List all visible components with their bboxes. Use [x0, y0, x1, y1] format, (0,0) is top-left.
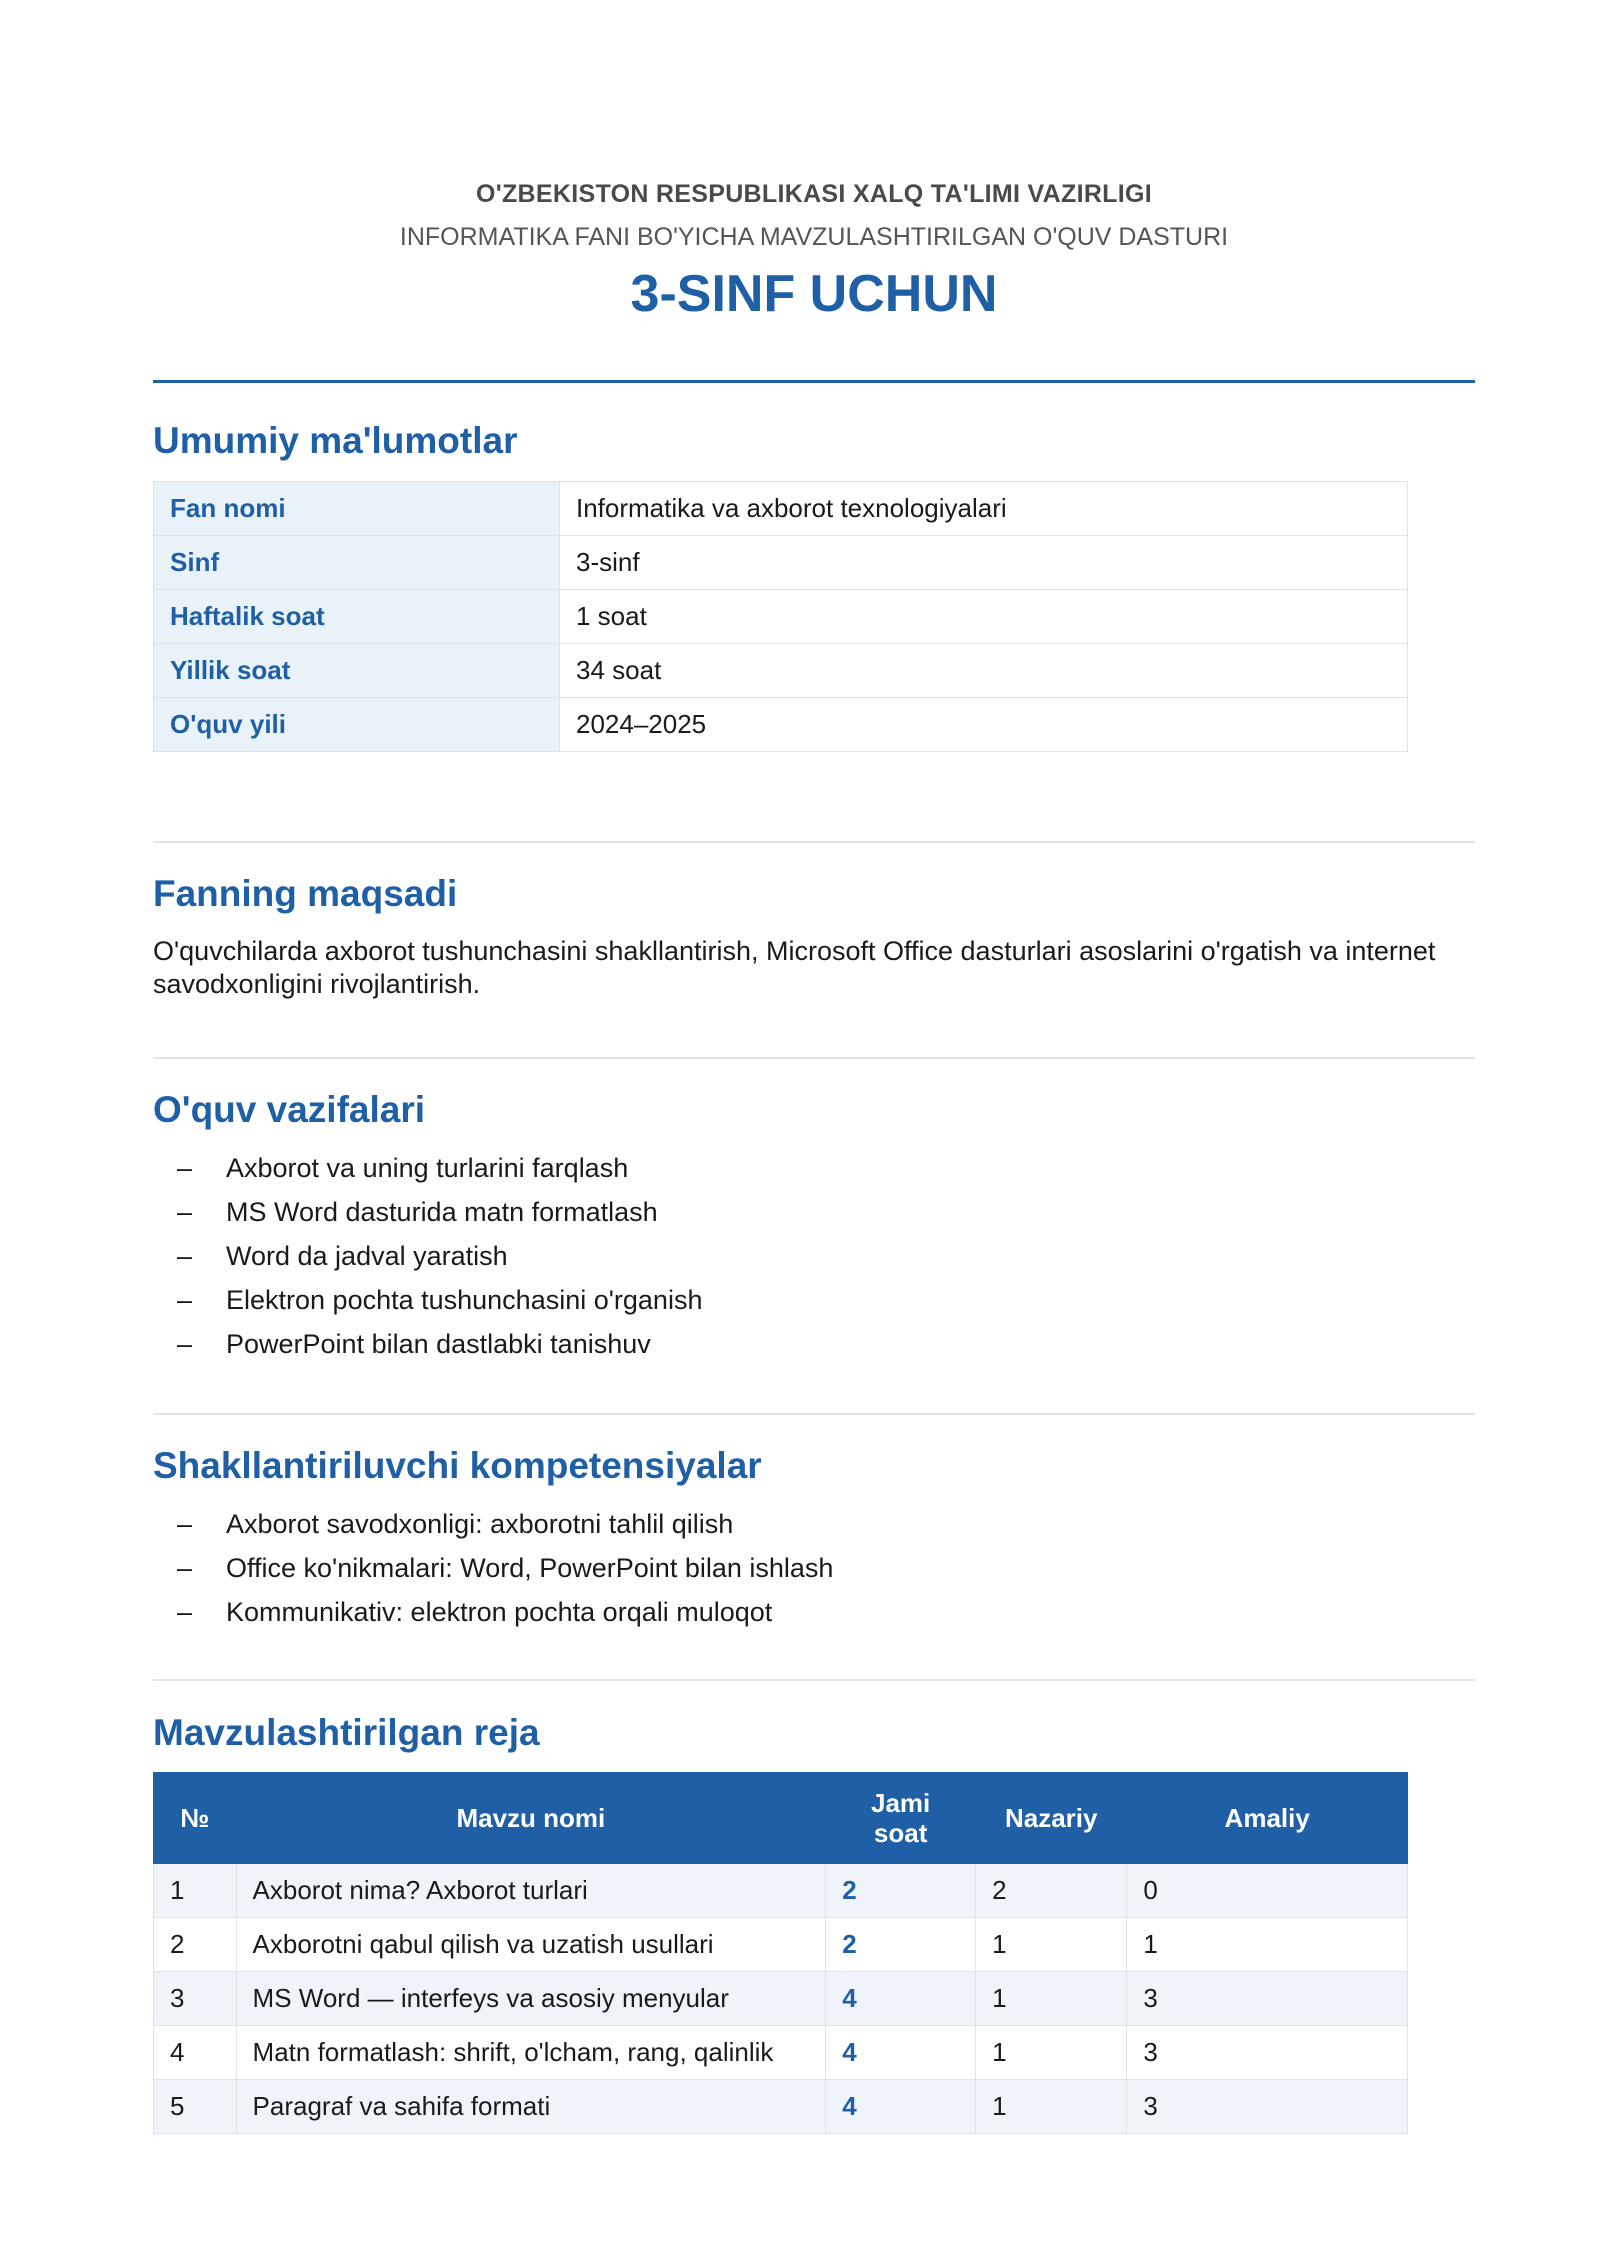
- info-label: Sinf: [154, 536, 560, 590]
- goal-text: O'quvchilarda axborot tushunchasini shakllantirish, Microsoft Office dasturlari asoslarini o'rgatish va internet savodxonligini rivojlantirish.: [153, 936, 1436, 999]
- plan-heading: Mavzulashtirilgan reja: [153, 1712, 540, 1753]
- info-row: [154, 698, 1408, 752]
- cell-no: 4: [154, 2026, 237, 2080]
- section-divider: [153, 1679, 1475, 1681]
- dash-bullet-icon: –: [177, 1197, 193, 1227]
- program-title: INFORMATIKA FANI BO'YICHA MAVZULASHTIRILGAN O'QUV DASTURI: [399, 223, 1229, 251]
- list-item: [153, 1278, 1475, 1322]
- table-row: [154, 2080, 1408, 2134]
- table-row: [154, 2026, 1408, 2080]
- list-item-text: MS Word dasturida matn formatlash: [226, 1197, 658, 1227]
- col-header-total-line2: soat: [873, 1818, 928, 1848]
- table-row: [154, 1918, 1408, 1972]
- cell-no: 1: [154, 1864, 237, 1918]
- document-header: [153, 180, 1475, 324]
- info-row: [154, 644, 1408, 698]
- cell-no: 5: [154, 2080, 237, 2134]
- cell-no: 3: [154, 1972, 237, 2026]
- info-row: [154, 482, 1408, 536]
- list-item: [153, 1546, 1475, 1590]
- dash-bullet-icon: –: [177, 1597, 193, 1627]
- general-info-section: [153, 481, 1475, 752]
- general-info-table: [153, 481, 1408, 752]
- cell-topic: MS Word — interfeys va asosiy menyular: [236, 1972, 826, 2026]
- cell-practice: 3: [1127, 2026, 1408, 2080]
- table-row: [154, 1972, 1408, 2026]
- tasks-list: [153, 1146, 1475, 1366]
- info-value: 2024–2025: [560, 698, 1408, 752]
- cell-theory: 1: [976, 1972, 1127, 2026]
- dash-bullet-icon: –: [177, 1329, 193, 1359]
- info-value: Informatika va axborot texnologiyalari: [560, 482, 1408, 536]
- cell-total: 4: [826, 2026, 976, 2080]
- info-row: [154, 536, 1408, 590]
- cell-total: 4: [826, 1972, 976, 2026]
- cell-theory: 1: [976, 1918, 1127, 1972]
- info-value: 34 soat: [560, 644, 1408, 698]
- list-item-text: Word da jadval yaratish: [226, 1241, 508, 1271]
- ministry-title: O'ZBEKISTON RESPUBLIKASI XALQ TA'LIMI VAZIRLIGI: [475, 180, 1152, 208]
- cell-practice: 1: [1127, 1918, 1408, 1972]
- tasks-heading: O'quv vazifalari: [153, 1089, 426, 1130]
- plan-section: [153, 1772, 1475, 2134]
- competencies-list: [153, 1502, 1475, 1634]
- cell-practice: 0: [1127, 1864, 1408, 1918]
- cell-total: 2: [826, 1918, 976, 1972]
- dash-bullet-icon: –: [177, 1553, 193, 1583]
- section-divider: [153, 841, 1475, 843]
- dash-bullet-icon: –: [177, 1509, 193, 1539]
- competencies-heading: Shakllantiriluvchi kompetensiyalar: [153, 1445, 762, 1486]
- cell-theory: 1: [976, 2026, 1127, 2080]
- list-item: [153, 1502, 1475, 1546]
- general-info-heading: Umumiy ma'lumotlar: [153, 420, 518, 461]
- col-header-no: №: [154, 1773, 237, 1864]
- info-label: Haftalik soat: [154, 590, 560, 644]
- list-item-text: Elektron pochta tushunchasini o'rganish: [226, 1285, 703, 1315]
- cell-theory: 2: [976, 1864, 1127, 1918]
- info-label: Yillik soat: [154, 644, 560, 698]
- list-item-text: Axborot savodxonligi: axborotni tahlil qilish: [226, 1509, 734, 1539]
- cell-total: 2: [826, 1864, 976, 1918]
- dash-bullet-icon: –: [177, 1285, 193, 1315]
- info-label: O'quv yili: [154, 698, 560, 752]
- header-divider: [153, 380, 1475, 383]
- list-item-text: PowerPoint bilan dastlabki tanishuv: [226, 1329, 651, 1359]
- goal-heading: Fanning maqsadi: [153, 873, 458, 914]
- info-value: 3-sinf: [560, 536, 1408, 590]
- list-item: [153, 1146, 1475, 1190]
- section-divider: [153, 1413, 1475, 1415]
- section-divider: [153, 1057, 1475, 1059]
- cell-topic: Axborot nima? Axborot turlari: [236, 1864, 826, 1918]
- table-row: [154, 1864, 1408, 1918]
- list-item-text: Axborot va uning turlarini farqlash: [226, 1153, 629, 1183]
- dash-bullet-icon: –: [177, 1241, 193, 1271]
- cell-practice: 3: [1127, 2080, 1408, 2134]
- list-item-text: Kommunikativ: elektron pochta orqali muloqot: [226, 1597, 773, 1627]
- col-header-total-line1: Jami: [871, 1788, 931, 1818]
- info-row: [154, 590, 1408, 644]
- plan-header-row: [154, 1773, 1408, 1864]
- list-item: [153, 1234, 1475, 1278]
- info-label: Fan nomi: [154, 482, 560, 536]
- cell-practice: 3: [1127, 1972, 1408, 2026]
- grade-title: 3-SINF UCHUN: [630, 265, 998, 323]
- cell-total: 4: [826, 2080, 976, 2134]
- cell-theory: 1: [976, 2080, 1127, 2134]
- list-item-text: Office ko'nikmalari: Word, PowerPoint bilan ishlash: [226, 1553, 834, 1583]
- plan-table: [153, 1772, 1408, 2134]
- list-item: [153, 1590, 1475, 1634]
- cell-topic: Paragraf va sahifa formati: [236, 2080, 826, 2134]
- list-item: [153, 1190, 1475, 1234]
- cell-topic: Axborotni qabul qilish va uzatish usullari: [236, 1918, 826, 1972]
- list-item: [153, 1322, 1475, 1366]
- col-header-theory: Nazariy: [976, 1773, 1127, 1864]
- col-header-topic: Mavzu nomi: [236, 1773, 826, 1864]
- info-value: 1 soat: [560, 590, 1408, 644]
- cell-no: 2: [154, 1918, 237, 1972]
- col-header-total: [826, 1773, 976, 1864]
- cell-topic: Matn formatlash: shrift, o'lcham, rang, qalinlik: [236, 2026, 826, 2080]
- col-header-practice: Amaliy: [1127, 1773, 1408, 1864]
- dash-bullet-icon: –: [177, 1153, 193, 1183]
